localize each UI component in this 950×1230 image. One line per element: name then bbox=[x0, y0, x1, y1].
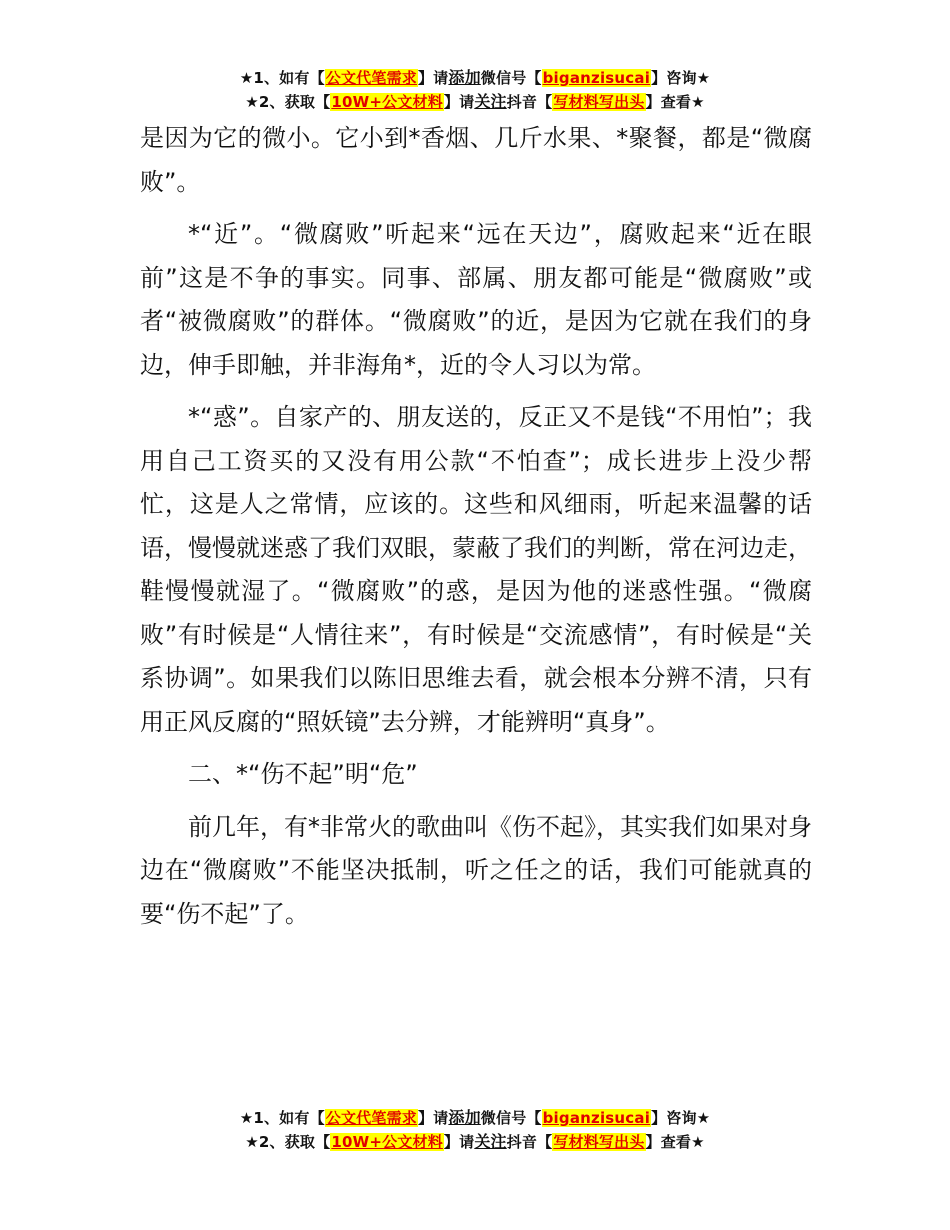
banner-emphasis: 添加 bbox=[448, 1108, 481, 1127]
paragraph-confusion: *“惑”。自家产的、朋友送的，反正又不是钱“不用怕”；我用自己工资买的又没有用公款“不怕查”；成长进步上没少帮忙，这是人之常情，应该的。这些和风细雨，听起来温馨的话语，慢慢就迷惑了我们双眼，蒙蔽了我们的判断，常在河边走，鞋慢慢就湿了。“微腐败”的惑，是因为他的迷惑性强。“微腐败”有时候是“人情往来”，有时候是“交流感情”，有时候是“关系协调”。如果我们以陈旧思维去看，就会根本分辨不清，只有用正风反腐的“照妖镜”去分辨，才能辨明“真身”。 bbox=[140, 403, 812, 736]
banner-line-1 bbox=[0, 66, 950, 90]
banner-emphasis: 添加 bbox=[448, 68, 481, 87]
banner-text: 】咨询★ bbox=[651, 1109, 711, 1127]
header-banner bbox=[0, 66, 950, 114]
banner-emphasis: 关注 bbox=[474, 1132, 507, 1151]
banner-text: ★1、如有【 bbox=[239, 69, 325, 87]
banner-text: 】查看★ bbox=[645, 93, 705, 111]
banner-text: 】咨询★ bbox=[651, 69, 711, 87]
highlight-wechat-id: biganzisucai bbox=[542, 1109, 651, 1127]
banner-text: 微信号【 bbox=[480, 1109, 542, 1127]
banner-text: 】请 bbox=[417, 1109, 449, 1127]
banner-text: 】请 bbox=[443, 1133, 475, 1151]
highlight-materials: 10W+公文材料 bbox=[331, 93, 443, 111]
banner-text: 】查看★ bbox=[645, 1133, 705, 1151]
banner-text: ★2、获取【 bbox=[245, 93, 331, 111]
section-heading: 二、*“伤不起”明“危” bbox=[188, 760, 418, 788]
highlight-douyin-account: 写材料写出头 bbox=[553, 93, 645, 111]
highlight-douyin-account: 写材料写出头 bbox=[553, 1133, 645, 1151]
banner-text: 微信号【 bbox=[480, 69, 542, 87]
banner-text: 抖音【 bbox=[506, 93, 553, 111]
highlight-service: 公文代笔需求 bbox=[325, 1109, 417, 1127]
footer-banner bbox=[0, 1106, 950, 1154]
highlight-service: 公文代笔需求 bbox=[325, 69, 417, 87]
banner-text: 】请 bbox=[443, 93, 475, 111]
banner-line-2 bbox=[0, 1130, 950, 1154]
paragraph-continuation: 是因为它的微小。它小到*香烟、几斤水果、*聚餐，都是“微腐败”。 bbox=[140, 124, 812, 196]
banner-line-2 bbox=[0, 90, 950, 114]
highlight-materials: 10W+公文材料 bbox=[331, 1133, 443, 1151]
banner-text: 】请 bbox=[417, 69, 449, 87]
banner-text: ★1、如有【 bbox=[239, 1109, 325, 1127]
highlight-wechat-id: biganzisucai bbox=[542, 69, 651, 87]
banner-line-1 bbox=[0, 1106, 950, 1130]
banner-emphasis: 关注 bbox=[474, 92, 507, 111]
paragraph-near: *“近”。“微腐败”听起来“远在天边”，腐败起来“近在眼前”这是不争的事实。同事、部属、朋友都可能是“微腐败”或者“被微腐败”的群体。“微腐败”的近，是因为它就在我们的身边，伸手即触，并非海角*，近的令人习以为常。 bbox=[140, 220, 812, 379]
paragraph-hurt: 前几年，有*非常火的歌曲叫《伤不起》，其实我们如果对身边在“微腐败”不能坚决抵制，听之任之的话，我们可能就真的要“伤不起”了。 bbox=[140, 812, 812, 928]
banner-text: 抖音【 bbox=[506, 1133, 553, 1151]
banner-text: ★2、获取【 bbox=[245, 1133, 331, 1151]
document-body bbox=[140, 117, 812, 936]
